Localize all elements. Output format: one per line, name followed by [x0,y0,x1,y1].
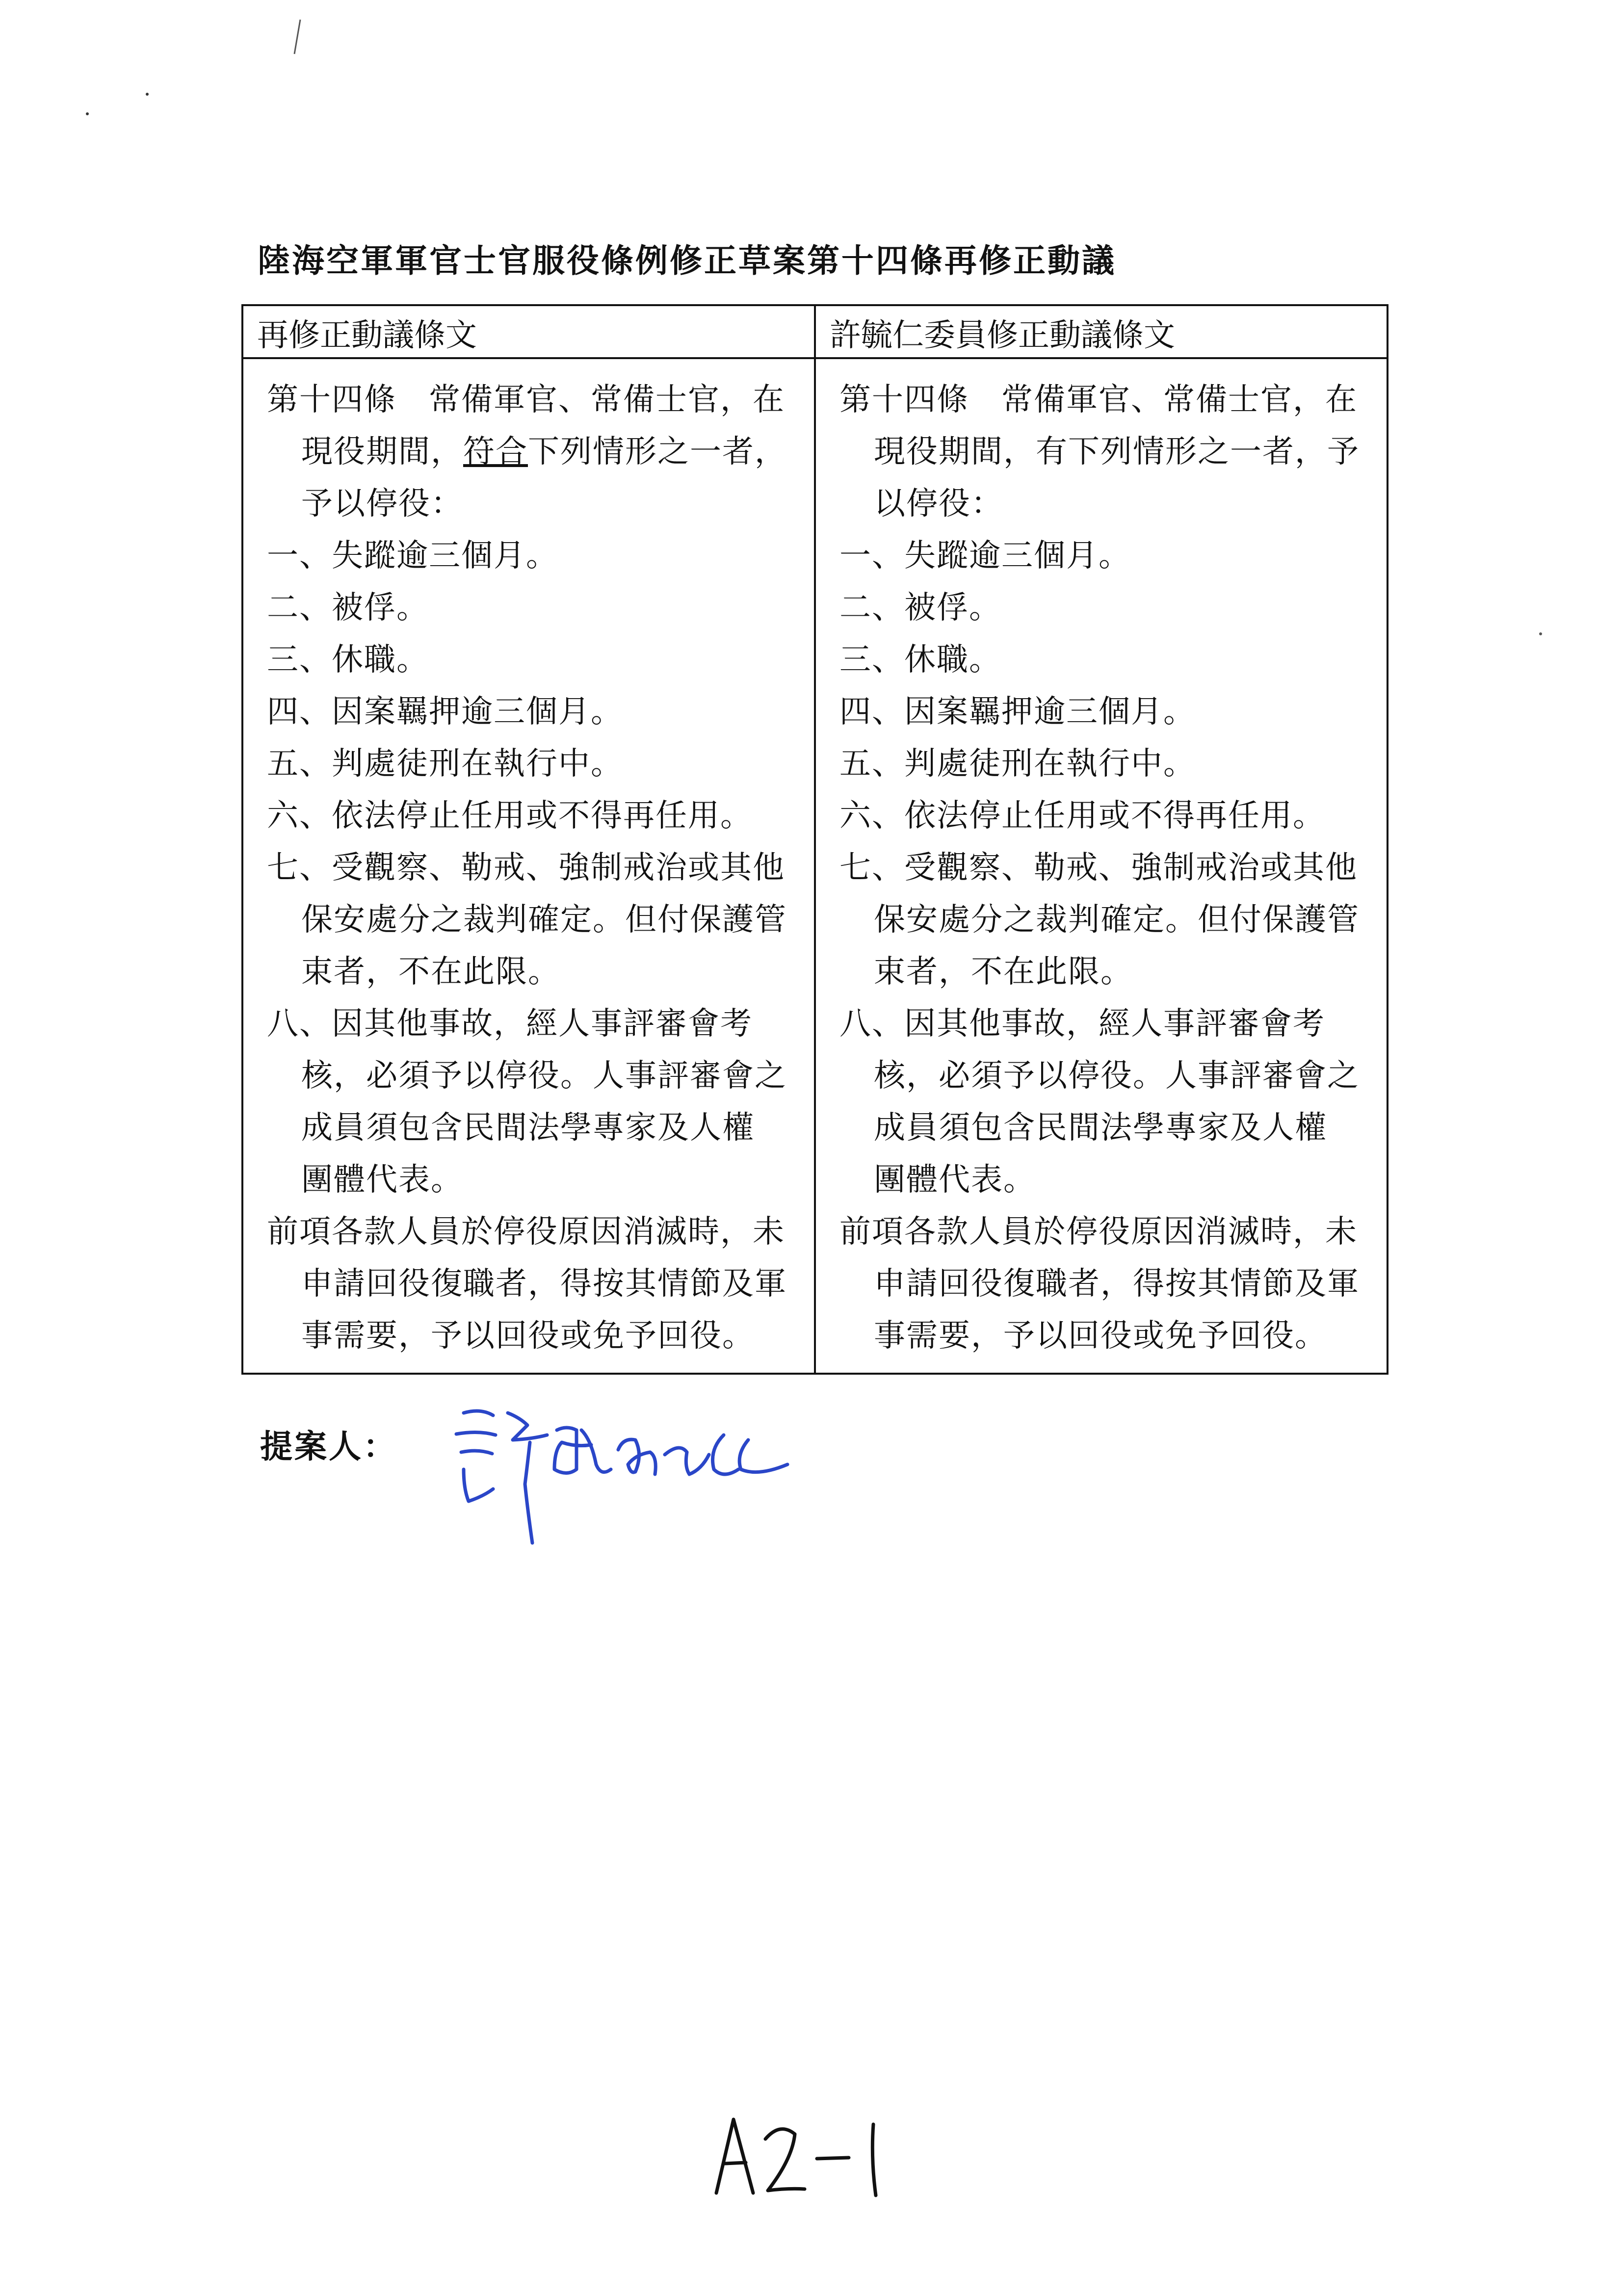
line-text: 五、判處徒刑在執行中。 [267,746,623,782]
line-text: 團體代表。 [874,1162,1036,1198]
line-text: 現役期間，有下列情形之一者，予 [874,434,1360,470]
line-text: 申請回役復職者，得按其情節及軍 [874,1266,1360,1302]
line-text: 六、依法停止任用或不得再任用。 [839,798,1325,834]
line-text: 五、判處徒刑在執行中。 [839,746,1196,782]
line-text: 成員須包含民間法學專家及人權 [301,1110,755,1146]
line-text: 現役期間， [301,434,463,470]
line-text: 申請回役復職者，得按其情節及軍 [301,1266,787,1302]
line-text: 二、被俘。 [839,590,1001,626]
proposer-label: 提案人： [260,1427,397,1465]
line-text: 八、因其他事故，經人事評審會考 [839,1006,1325,1042]
underlined-amendment-text: 符合 [463,434,528,470]
line-text: 一、失蹤逾三個月。 [839,538,1131,574]
line-text: 保安處分之裁判確定。但付保護管 [874,902,1360,938]
line-text: 七、受觀察、勒戒、強制戒治或其他 [267,850,785,886]
page-title: 陸海空軍軍官士官服役條例修正草案第十四條再修正動議 [258,241,1116,280]
line-text: 第十四條 常備軍官、常備士官，在 [267,382,785,418]
line-text: 事需要，予以回役或免予回役。 [874,1318,1327,1354]
line-text: 束者，不在此限。 [874,954,1133,990]
line-text: 束者，不在此限。 [301,954,560,990]
line-text: 三、休職。 [839,642,1001,678]
line-text: 四、因案羈押逾三個月。 [839,694,1196,730]
line-text: 予以停役： [301,486,463,522]
line-text: 團體代表。 [301,1162,463,1198]
line-text: 成員須包含民間法學專家及人權 [874,1110,1327,1146]
line-text: 核，必須予以停役。人事評審會之 [874,1058,1360,1094]
line-text: 保安處分之裁判確定。但付保護管 [301,902,787,938]
line-text: 下列情形之一者， [528,434,787,470]
line-text: 二、被俘。 [267,590,429,626]
line-text: 以停役： [874,486,1003,522]
line-text: 一、失蹤逾三個月。 [267,538,558,574]
line-text: 八、因其他事故，經人事評審會考 [267,1006,753,1042]
header-original-motion: 許毓仁委員修正動議條文 [815,305,1388,358]
line-text: 七、受觀察、勒戒、強制戒治或其他 [839,850,1358,886]
line-text: 核，必須予以停役。人事評審會之 [301,1058,787,1094]
line-text: 四、因案羈押逾三個月。 [267,694,623,730]
line-text: 第十四條 常備軍官、常備士官，在 [839,382,1358,418]
line-text: 前項各款人員於停役原因消滅時，未 [839,1214,1358,1250]
line-text: 六、依法停止任用或不得再任用。 [267,798,753,834]
header-revised-motion: 再修正動議條文 [242,305,815,358]
line-text: 前項各款人員於停役原因消滅時，未 [267,1214,785,1250]
line-text: 事需要，予以回役或免予回役。 [301,1318,755,1354]
line-text: 三、休職。 [267,642,429,678]
